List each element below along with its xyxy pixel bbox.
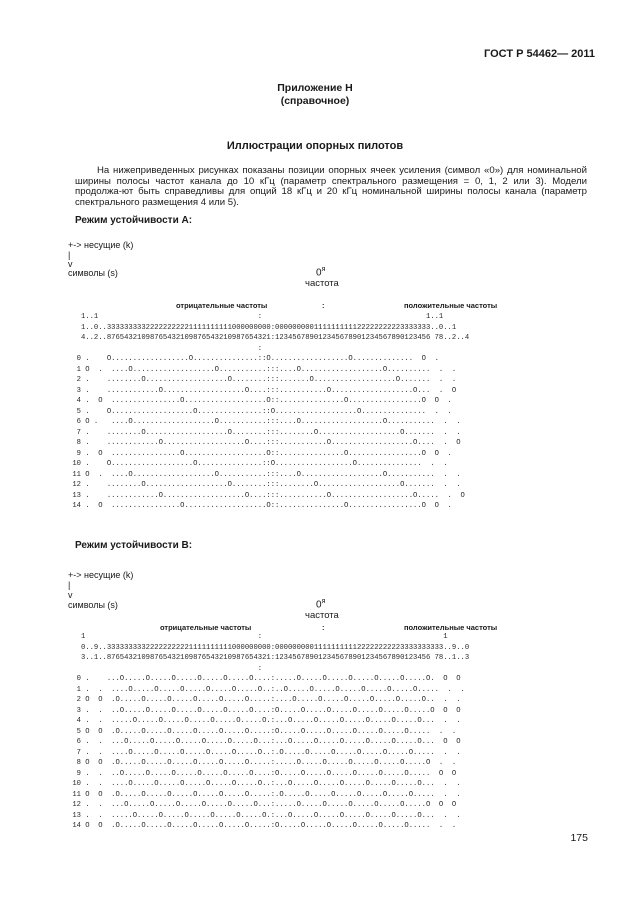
grid-row: : bbox=[68, 664, 263, 673]
mode-b-title: Режим устойчивости B: bbox=[75, 540, 193, 551]
grid-row: 0..9..33333333322222222221111111111000000000:000000000111111111122222222223333333333..9..0 bbox=[68, 643, 470, 652]
mode-b-zero-sup: я bbox=[321, 598, 326, 605]
grid-row: 3 . ............O...................O....:::...........O...................O... . O bbox=[68, 386, 457, 395]
grid-row: 0 . O..................O...............::O..................O.............. O . bbox=[68, 355, 439, 363]
mode-a-carriers-label: +-> несущие (k) bbox=[68, 240, 134, 250]
mode-a-zero-sup: я bbox=[321, 266, 326, 273]
grid-row: 5 . O...................O...............::O...................O............... . . bbox=[68, 407, 452, 416]
mode-a-axis-arrow: v bbox=[68, 259, 73, 269]
grid-row: 5 O O .O.....O.....O.....O.....O.....O.....:O.....O.....O.....O.....O.....O..... . . bbox=[68, 727, 457, 736]
document-header: ГОСТ Р 54462— 2011 bbox=[484, 48, 595, 60]
grid-row: 4 . O ................O...................O::...............O.................O O . bbox=[68, 397, 452, 405]
grid-row: : bbox=[68, 344, 263, 353]
grid-row: 8 . ............O...................O....:::...........O...................O.... . O bbox=[68, 439, 461, 447]
grid-row: 7 . ........O...................O........:::........O...................O....... . . bbox=[68, 428, 461, 437]
mode-a-colon: : bbox=[322, 301, 325, 310]
grid-row: 1 O . ....O...................O...........:::....O...................O.......... . . bbox=[68, 365, 457, 374]
grid-row: 2 O O .O.....O.....O.....O.....O.....O.....:....O.....O.....O.....O.....O.....O.. . . bbox=[68, 696, 461, 704]
mode-b-carriers-label: +-> несущие (k) bbox=[68, 570, 134, 580]
grid-row: 4..2..87654321098765432109876543210987654321:123456789012345678901234567890123456 78..2..4 bbox=[68, 334, 470, 342]
grid-row: 3..1..87654321098765432109876543210987654321:123456789012345678901234567890123456 78..1..3 bbox=[68, 654, 470, 662]
mode-b-negative-label: отрицательные частоты bbox=[160, 623, 252, 632]
grid-row: 11 O O .O.....O.....O.....O.....O.....O.....:.O.....O.....O.....O.....O.....O..... . . bbox=[68, 790, 461, 799]
intro-paragraph bbox=[75, 166, 587, 208]
grid-row: 1..0..33333333322222222221111111111000000000:000000000111111111122222222223333333..0..1 bbox=[68, 323, 457, 332]
grid-row: 1..1 : 1..1 bbox=[68, 313, 444, 321]
grid-row: 1 : 1 bbox=[68, 633, 448, 641]
mode-a-positive-label: положительные частоты bbox=[404, 301, 498, 310]
mode-b-pilot-grid bbox=[68, 632, 469, 832]
grid-row: 14 O O .O.....O.....O.....O.....O.....O.....:O.....O.....O.....O.....O.....O..... . . bbox=[68, 822, 457, 830]
mode-b-axis-bar: | bbox=[68, 580, 71, 590]
appendix-subtitle: (справочное) bbox=[280, 95, 350, 107]
grid-row: 1 . . ....O.....O.....O.....O.....O.....O..:..O.....O.....O.....O.....O.....O..... . . bbox=[68, 685, 465, 694]
section-title: Иллюстрации опорных пилотов bbox=[226, 140, 404, 152]
grid-row: 13 . ............O...................O....:::...........O...................O..... . O bbox=[68, 491, 465, 500]
mode-a-axis-bar: | bbox=[68, 250, 71, 260]
grid-row: 10 . O...................O...............::O..................O............... . . bbox=[68, 460, 448, 468]
grid-row: 12 . ........O...................O........:::........O...................O....... . . bbox=[68, 481, 461, 489]
grid-row: 14 . O ................O...................O::...............O.................O O . bbox=[68, 502, 452, 510]
grid-row: 7 . . ....O.....O.....O.....O.....O.....O..:.O.....O.....O.....O.....O.....O..... . . bbox=[68, 748, 461, 757]
mode-b-frequency-label: частота bbox=[305, 610, 339, 621]
grid-row: 3 . . ..O.....O.....O.....O.....O.....O....:O.....O.....O.....O.....O.....O.....O O O bbox=[68, 706, 461, 715]
grid-row: 10 . . ....O.....O.....O.....O.....O.....O..:...O.....O.....O.....O.....O.....O... . . bbox=[68, 780, 461, 788]
mode-a-negative-label: отрицательные частоты bbox=[176, 301, 268, 310]
mode-a-pilot-grid bbox=[68, 312, 469, 512]
mode-b-symbols-label: символы (s) bbox=[68, 600, 118, 610]
grid-row: 9 . O ................O...................O::...............O.................O O . bbox=[68, 449, 452, 458]
grid-row: 4 . . .....O.....O.....O.....O.....O.....O.:...O.....O.....O.....O.....O.....O... . . bbox=[68, 717, 461, 725]
page-number: 175 bbox=[570, 832, 588, 844]
mode-b-zero-label: $0^я$ bbox=[316, 598, 326, 611]
mode-a-symbols-label: символы (s) bbox=[68, 268, 118, 278]
grid-row: 6 . . ...O.....O.....O.....O.....O.....O...:...O.....O.....O.....O.....O.....O... O O bbox=[68, 738, 461, 746]
mode-a-title: Режим устойчивости A: bbox=[75, 215, 193, 226]
grid-row: 13 . . .....O.....O.....O.....O.....O.....O.:...O.....O.....O.....O.....O.....O... . . bbox=[68, 811, 461, 820]
mode-a-frequency-label: частота bbox=[305, 278, 339, 289]
appendix-title: Приложение Н bbox=[277, 82, 353, 94]
mode-a-zero-label: $0^я$ bbox=[316, 266, 326, 279]
intro-paragraph-text: На нижеприведенных рисунках показаны позиции опорных ячеек усиления (символ «0») для номинальной ширины полосы частот канала до 10 кГц (параметр спектрального размещения = 0, 1, 2 или 3). Модели продолжа-ют быть справедливы для опций 18 кГц и 20 кГц номинальной ширины полосы канала (параметр спектрального размещения 4 или 5). bbox=[75, 165, 587, 208]
grid-row: 2 . ........O...................O........:::.......O...................O....... . . bbox=[68, 376, 457, 384]
grid-row: 8 O O .O.....O.....O.....O.....O.....O.....:.....O.....O.....O.....O.....O.....O . . bbox=[68, 759, 457, 767]
mode-b-positive-label: положительные частоты bbox=[404, 623, 498, 632]
grid-row: 9 . . ..O.....O.....O.....O.....O.....O....:O.....O.....O.....O.....O.....O..... O O bbox=[68, 769, 457, 778]
grid-row: 0 . ...O.....O.....O.....O.....O.....O....:.....O.....O.....O.....O.....O.....O. O O bbox=[68, 675, 461, 683]
mode-b-axis-arrow: v bbox=[68, 590, 73, 600]
grid-row: 12 . . ...O.....O.....O.....O.....O.....O...:.....O.....O.....O.....O.....O.....O O O bbox=[68, 801, 457, 809]
mode-b-colon: : bbox=[322, 623, 325, 632]
grid-row: 11 O . ....O...................O...........:::....O...................O........... . . bbox=[68, 470, 461, 479]
grid-row: 6 O . ....O...................O...........:::....O...................O........... . . bbox=[68, 418, 461, 426]
